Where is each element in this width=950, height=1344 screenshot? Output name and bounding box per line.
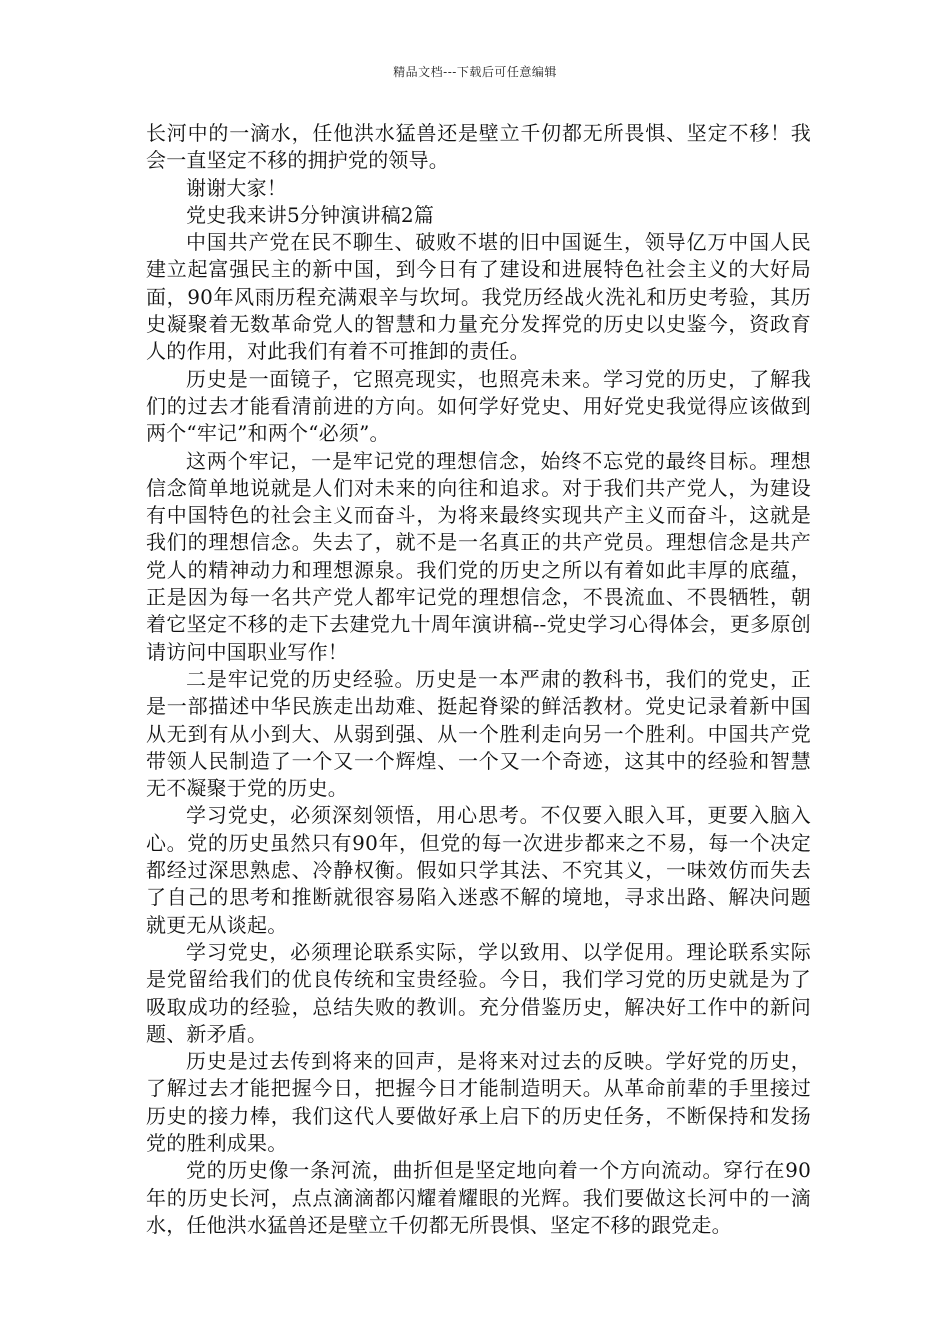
paragraph-continuation: 长河中的一滴水，任他洪水猛兽还是壁立千仞都无所畏惧、坚定不移！我会一直坚定不移的拥护党的领导。 <box>146 121 811 173</box>
paragraph: 学习党史，必须深刻领悟，用心思考。不仅要入眼入耳，更要入脑入心。党的历史虽然只有90年，但党的每一次进步都来之不易，每一个决定都经过深思熟虑、冷静权衡。假如只学其法、不究其义，一味效仿而失去了自己的思考和推断就很容易陷入迷惑不解的境地，寻求出路、解决问题就更无从谈起。 <box>146 803 811 937</box>
paragraph: 中国共产党在民不聊生、破败不堪的旧中国诞生，领导亿万中国人民建立起富强民主的新中国，到今日有了建设和进展特色社会主义的大好局面，90年风雨历程充满艰辛与坎坷。我党历经战火洗礼和历史考验，其历史凝聚着无数革命党人的智慧和力量充分发挥党的历史以史鉴今，资政育人的作用，对此我们有着不可推卸的责任。 <box>146 230 811 364</box>
paragraph: 历史是过去传到将来的回声，是将来对过去的反映。学好党的历史，了解过去才能把握今日，把握今日才能制造明天。从革命前辈的手里接过历史的接力棒，我们这代人要做好承上启下的历史任务，不断保持和发扬党的胜利成果。 <box>146 1049 811 1155</box>
paragraph: 学习党史，必须理论联系实际，学以致用、以学促用。理论联系实际是党留给我们的优良传统和宝贵经验。今日，我们学习党的历史就是为了吸取成功的经验，总结失败的教训。充分借鉴历史，解决好工作中的新问题、新矛盾。 <box>146 939 811 1046</box>
page-header: 精品文档---下载后可任意编辑 <box>393 65 557 79</box>
paragraph: 这两个牢记，一是牢记党的理想信念，始终不忘党的最终目标。理想信念简单地说就是人们对未来的向往和追求。对于我们共产党人，为建设有中国特色的社会主义而奋斗，为将来最终实现共产主义而奋斗，这就是我们的理想信念。失去了，就不是一名真正的共产党员。理想信念是共产党人的精神动力和理想源泉。我们党的历史之所以有着如此丰厚的底蕴，正是因为每一名共产党人都牢记党的理想信念，不畏流血、不畏牺牲，朝着它坚定不移的走下去建党九十周年演讲稿--党史学习心得体会，更多原创请访问中国职业写作！ <box>146 448 811 664</box>
document-body <box>146 120 811 1239</box>
section-title: 党史我来讲5分钟演讲稿2篇 <box>186 202 435 227</box>
paragraph: 历史是一面镜子，它照亮现实，也照亮未来。学习党的历史，了解我们的过去才能看清前进的方向。如何学好党史、用好党史我觉得应该做到两个“牢记”和两个“必须”。 <box>146 366 811 446</box>
paragraph: 二是牢记党的历史经验。历史是一本严肃的教科书，我们的党史，正是一部描述中华民族走出劫难、挺起脊梁的鲜活教材。党史记录着新中国从无到有从小到大、从弱到强、从一个胜利走向另一个胜利。中国共产党带领人民制造了一个又一个辉煌、一个又一个奇迹，这其中的经验和智慧无不凝聚于党的历史。 <box>146 666 811 801</box>
paragraph-thanks: 谢谢大家！ <box>186 175 287 200</box>
paragraph: 党的历史像一条河流，曲折但是坚定地向着一个方向流动。穿行在90年的历史长河，点点滴滴都闪耀着耀眼的光辉。我们要做这长河中的一滴水，任他洪水猛兽还是壁立千仞都无所畏惧、坚定不移的跟党走。 <box>146 1158 811 1237</box>
